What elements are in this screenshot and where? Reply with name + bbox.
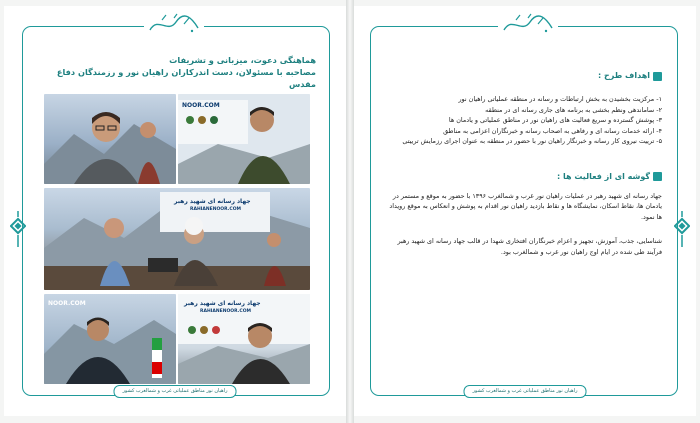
knot-ornament-icon: [10, 211, 26, 247]
section-bullet-icon: [653, 72, 662, 81]
right-page-content: [384, 70, 662, 257]
objective-item: ۲- ساماندهی ونظم بخشی به برنامه های جاری رسانه ای در منطقه: [485, 105, 662, 114]
calligraphy-logo-icon: [498, 12, 558, 38]
left-page: [4, 6, 346, 416]
photo-banner-text: NOOR.COM: [182, 102, 220, 109]
photo-interview-2: [178, 94, 310, 184]
knot-ornament-icon: [674, 211, 690, 247]
book-gutter: [346, 0, 354, 423]
photo-banner-subtext: RAHIANENOOR.COM: [190, 207, 241, 212]
right-page: [354, 6, 696, 416]
section-activities-title: [384, 171, 662, 183]
section-objectives-label: اهداف طرح :: [598, 71, 650, 80]
right-page-footer: راهیان نور مناطق عملیاتی غرب و شمالغرب کشور: [464, 385, 587, 398]
calligraphy-logo-icon: [144, 12, 204, 38]
photo-banner-text: جهاد رسانه ای شهید رهبر: [174, 198, 251, 205]
photo-banner-text: جهاد رسانه ای شهید رهبر: [184, 300, 261, 307]
section-activities-label: گوشه ای از فعالیت ها :: [557, 171, 650, 181]
objective-item: ۴- ارائه خدمات رسانه ای و رفاهی به اصحاب رسانه و خبرنگاران اعزامی به مناطق: [443, 126, 662, 135]
objectives-list: [384, 94, 662, 147]
left-page-footer: راهیان نور مناطق عملیاتی غرب و شمالغرب کشور: [114, 385, 237, 398]
heading-line-1: هماهنگی دعوت، میزبانی و تشریفات: [169, 55, 316, 65]
left-heading: [44, 54, 316, 90]
objective-item: ۵- ترییت نیروی کار رسانه و خبرنگار راهیان نور با حضور در منطقه به عنوان اجرای رزمایش ترییتی: [402, 137, 662, 145]
photo-interview-3: [44, 294, 176, 384]
photo-banner-subtext: RAHIANENOOR.COM: [200, 309, 251, 314]
photo-banner-text: NOOR.COM: [48, 300, 86, 307]
section-objectives-title: [384, 70, 662, 82]
photo-interview-4: [178, 294, 310, 384]
activities-paragraph-1: جهاد رسانه ای شهید رهبر در عملیات راهیان نور غرب و شمالغرب ۱۳۹۶ با حضور به موقع و مستمر در یادمان ها، نقاط اسکان، نمایشگاه ها و نقاط بازدید راهیان نور اقدام به پوشش و انعکاس به موقع رویداد ها نمود.: [389, 191, 662, 221]
heading-line-2: مصاحبه با مسئولان، دست اندرکاران راهیان نور و رزمندگان دفاع مقدس: [56, 67, 316, 89]
objective-item: ۱- مرکزیت بخشیدن به بخش ارتباطات و رسانه در منطقه عملیاتی راهیان نور: [458, 95, 662, 103]
section-bullet-icon: [653, 172, 662, 181]
activities-paragraph-2: شناسایی، جذب، آموزش، تجهیز و اعزام خبرنگاران افتخاری شهدا در قالب جهاد رسانه ای شهید رهبر فرآیند طی شده در ایام اوج راهیان نور غرب و شمالغرب بود.: [397, 237, 662, 256]
photo-interview-1: [44, 94, 176, 184]
photo-interview-wide: [44, 188, 310, 290]
objective-item: ۳- پوشش گسترده و سریع فعالیت های راهیان نور در مناطق عملیاتی و یادمان ها: [448, 116, 662, 124]
